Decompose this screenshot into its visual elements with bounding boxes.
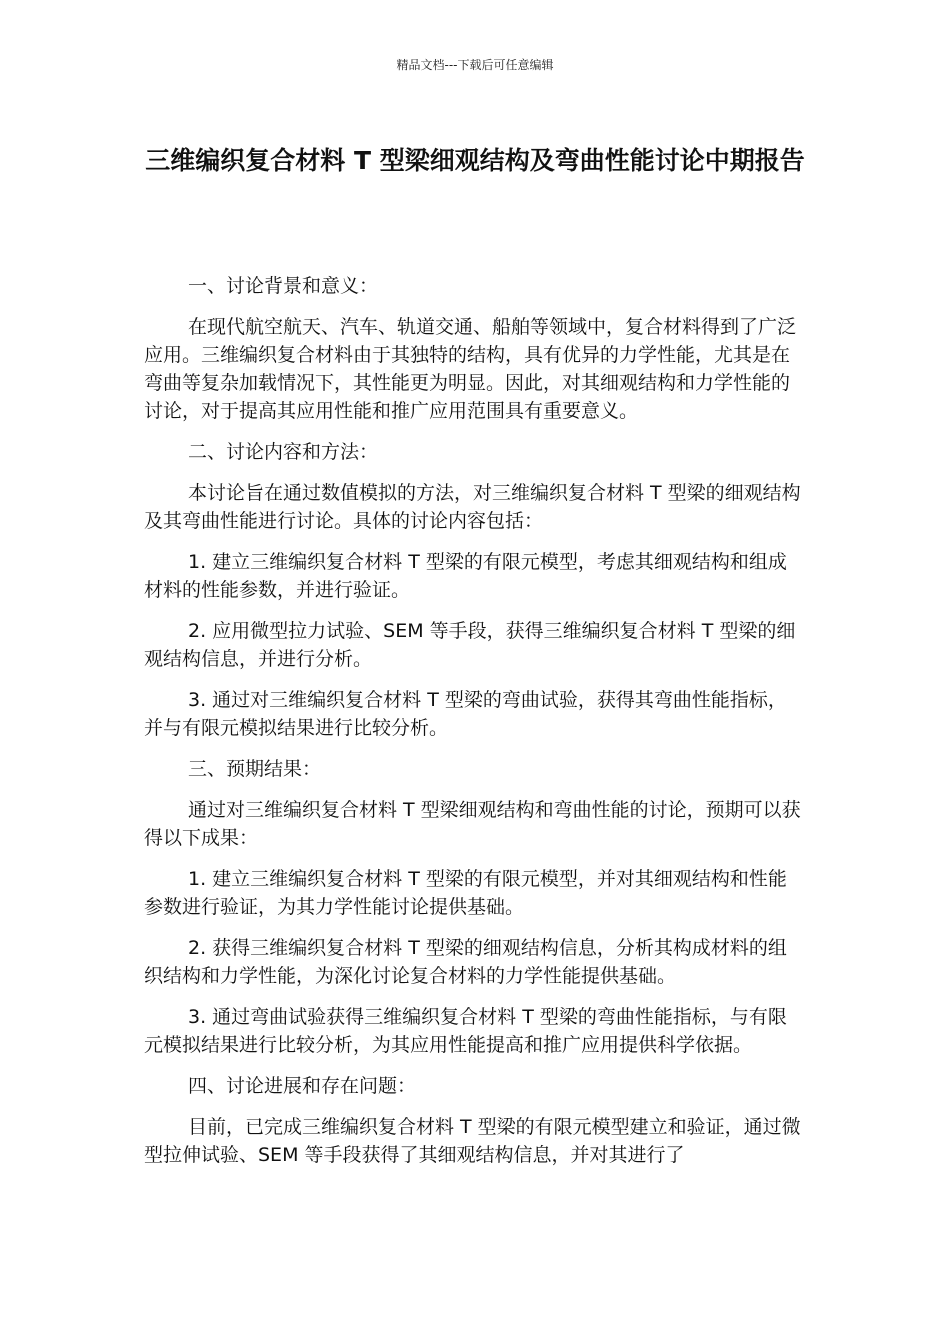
section-heading-background: 一、讨论背景和意义： [188, 275, 379, 297]
list-item-result-3: 3. 通过弯曲试验获得三维编织复合材料 T 型梁的弯曲性能指标，与有限元模拟结果进行比较分析，为其应用性能提高和推广应用提供科学依据。 [144, 1006, 787, 1056]
list-item-result-2: 2. 获得三维编织复合材料 T 型梁的细观结构信息，分析其构成材料的组织结构和力学性能，为深化讨论复合材料的力学性能提供基础。 [144, 937, 787, 987]
paragraph-progress: 目前，已完成三维编织复合材料 T 型梁的有限元模型建立和验证，通过微型拉伸试验、SEM 等手段获得了其细观结构信息，并对其进行了 [144, 1116, 801, 1166]
list-item-content-1: 1. 建立三维编织复合材料 T 型梁的有限元模型，考虑其细观结构和组成材料的性能参数，并进行验证。 [144, 551, 787, 601]
paragraph-background: 在现代航空航天、汽车、轨道交通、船舶等领域中，复合材料得到了广泛应用。三维编织复合材料由于其独特的结构，具有优异的力学性能，尤其是在弯曲等复杂加载情况下，其性能更为明显。因此，对其细观结构和力学性能的讨论，对于提高其应用性能和推广应用范围具有重要意义。 [144, 316, 797, 422]
header-note: 精品文档---下载后可任意编辑 [396, 58, 554, 72]
document-body [144, 272, 804, 1182]
list-item-content-2: 2. 应用微型拉力试验、SEM 等手段，获得三维编织复合材料 T 型梁的细观结构信息，并进行分析。 [144, 620, 796, 670]
section-heading-progress: 四、讨论进展和存在问题： [188, 1075, 417, 1097]
paragraph-results-intro: 通过对三维编织复合材料 T 型梁细观结构和弯曲性能的讨论，预期可以获得以下成果： [144, 799, 801, 849]
paragraph-content-intro: 本讨论旨在通过数值模拟的方法，对三维编织复合材料 T 型梁的细观结构及其弯曲性能进行讨论。具体的讨论内容包括： [144, 482, 801, 532]
list-item-content-3: 3. 通过对三维编织复合材料 T 型梁的弯曲试验，获得其弯曲性能指标，并与有限元模拟结果进行比较分析。 [144, 689, 787, 739]
document-title: 三维编织复合材料 T 型梁细观结构及弯曲性能讨论中期报告 [145, 146, 805, 175]
section-heading-content-method: 二、讨论内容和方法： [188, 441, 379, 463]
list-item-result-1: 1. 建立三维编织复合材料 T 型梁的有限元模型，并对其细观结构和性能参数进行验证，为其力学性能讨论提供基础。 [144, 868, 787, 918]
section-heading-expected-results: 三、预期结果： [188, 758, 322, 780]
